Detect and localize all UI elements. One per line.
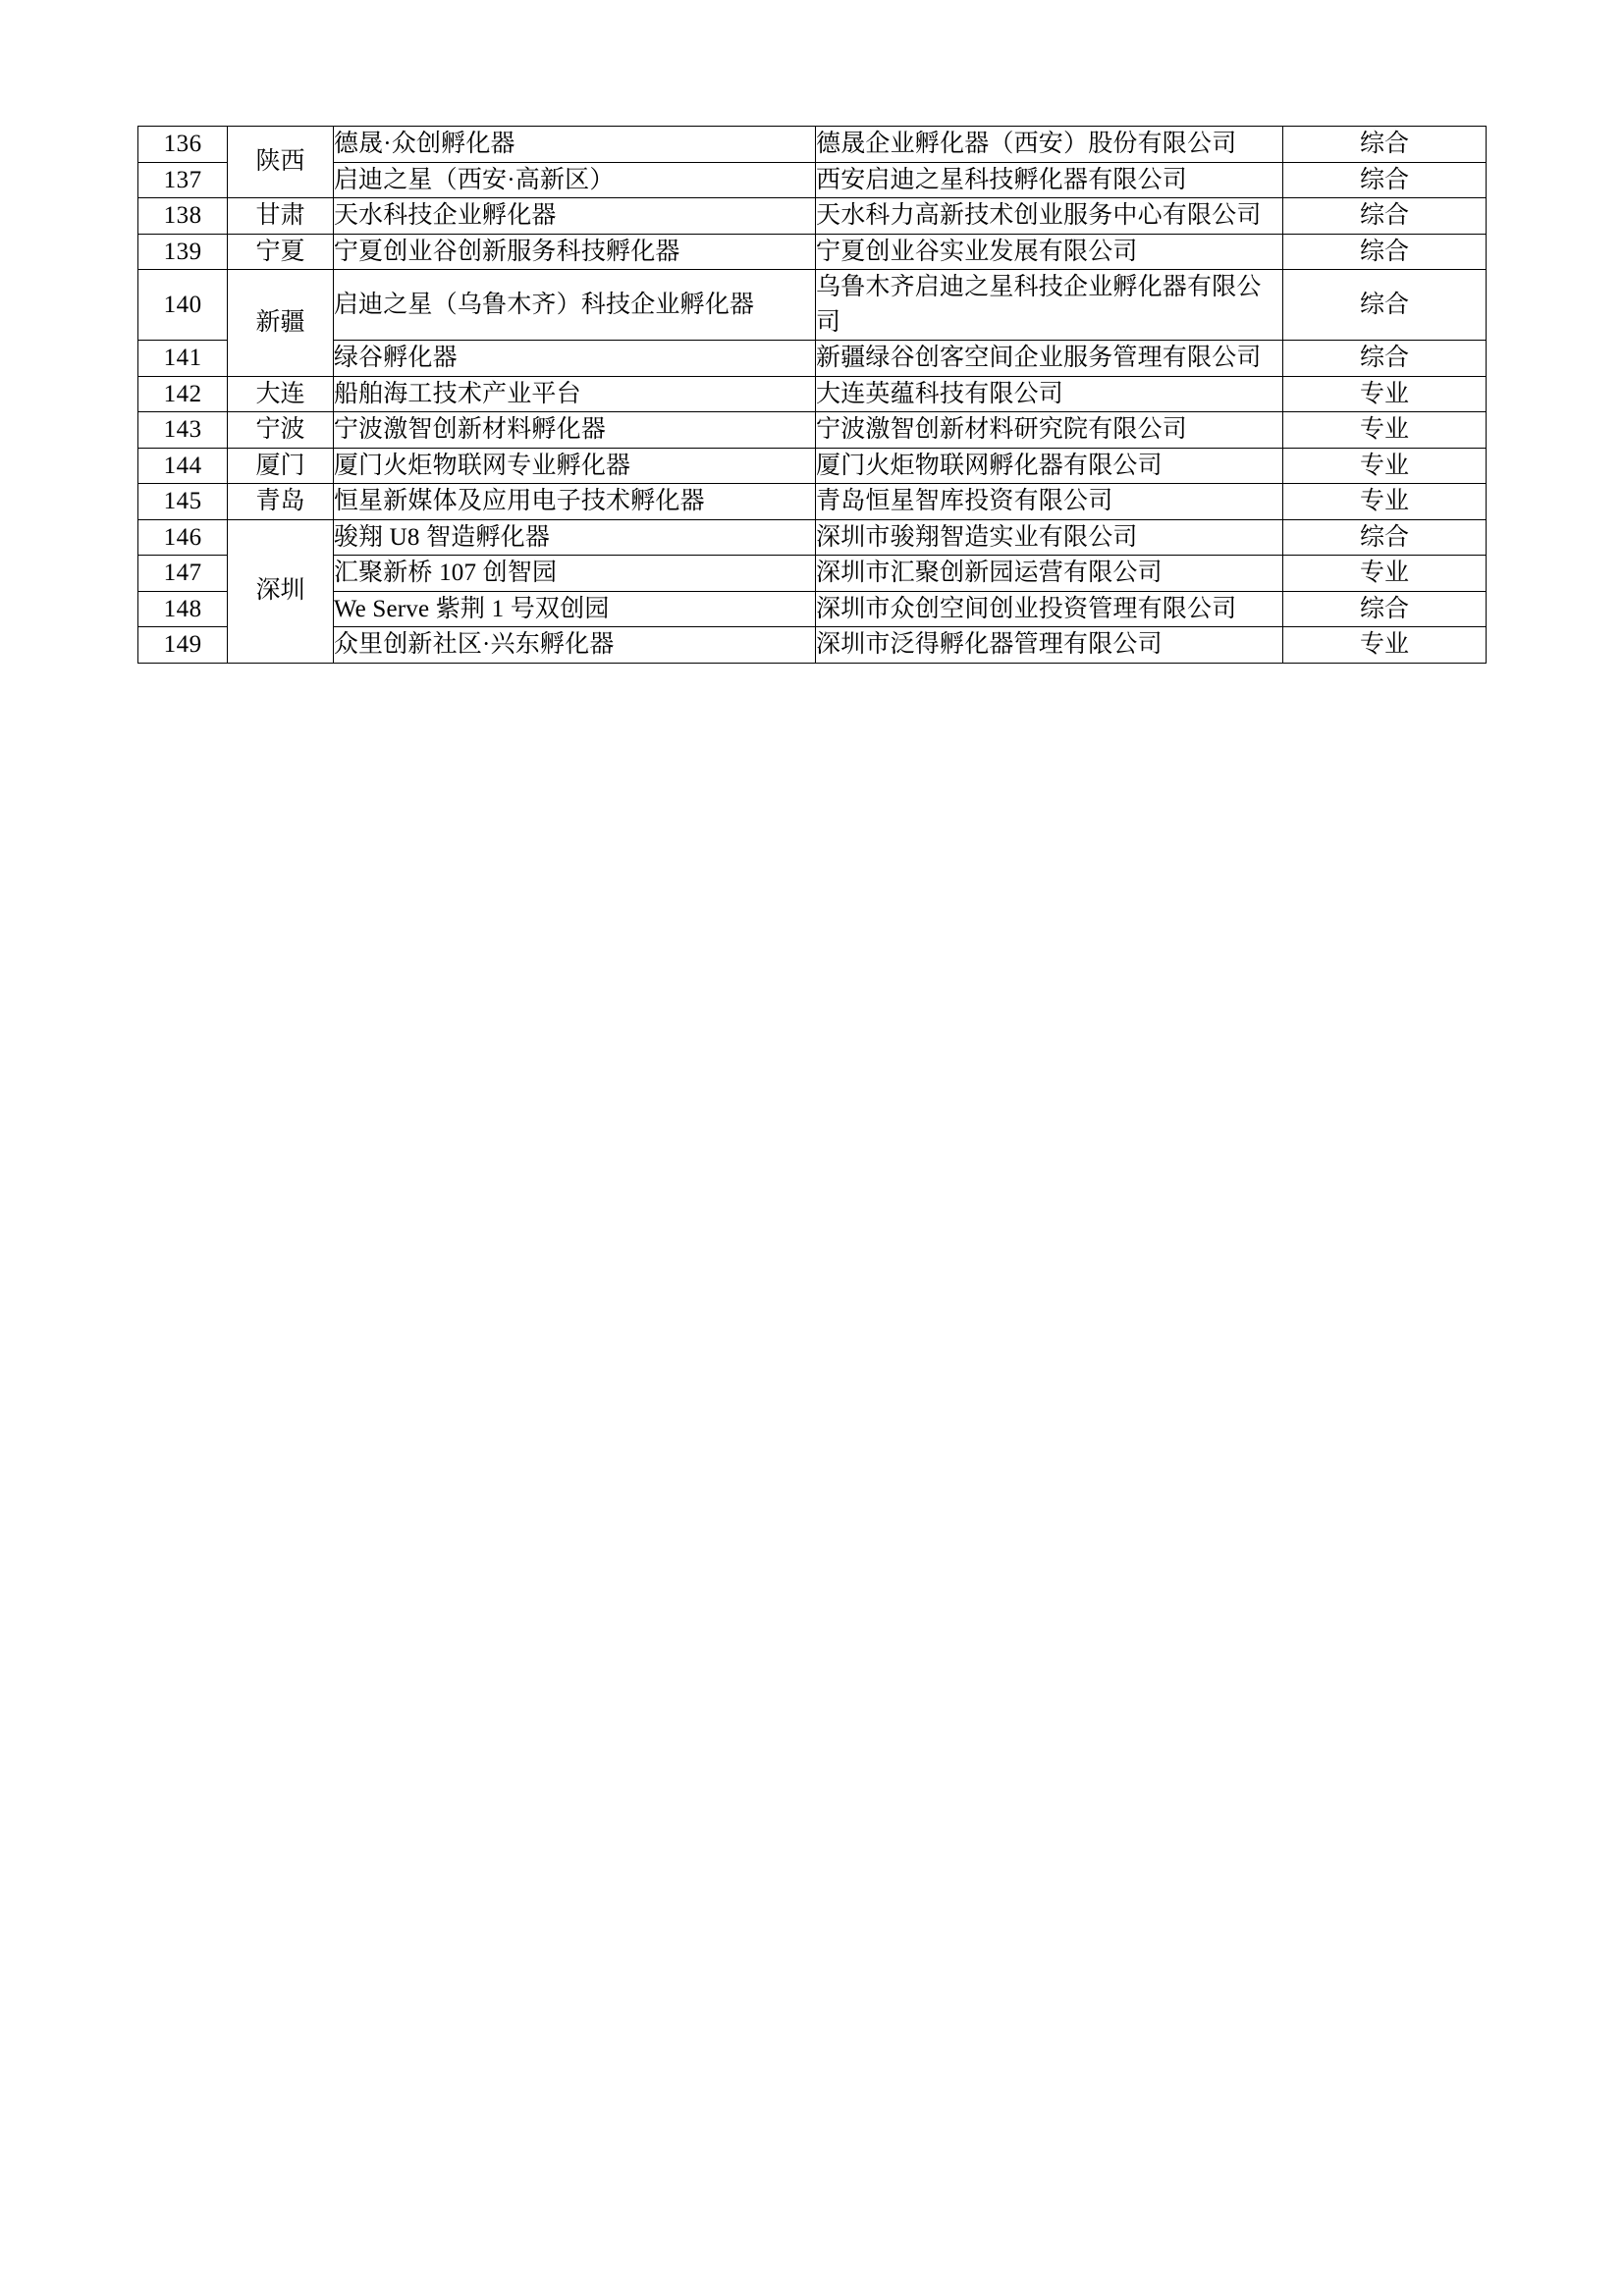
- row-number-cell: 149: [138, 627, 228, 664]
- incubator-name-cell: [333, 412, 815, 449]
- region-cell: 陕西: [228, 127, 334, 198]
- region-cell: 青岛: [228, 484, 334, 520]
- operating-organization-text: 乌鲁木齐启迪之星科技企业孵化器有限公司: [816, 274, 1262, 336]
- incubator-name-text: 宁夏创业谷创新服务科技孵化器: [333, 238, 680, 265]
- row-number-cell: 140: [138, 270, 228, 341]
- region-cell: 厦门: [228, 448, 334, 484]
- operating-organization-text: 大连英蕴科技有限公司: [816, 380, 1064, 407]
- incubator-name-cell: [333, 198, 815, 235]
- row-number-cell: 139: [138, 234, 228, 270]
- table-row: [138, 591, 1487, 627]
- incubator-name-text: 船舶海工技术产业平台: [333, 380, 581, 407]
- type-cell: 综合: [1282, 270, 1486, 341]
- type-cell: 综合: [1282, 591, 1486, 627]
- incubator-name-text: 天水科技企业孵化器: [333, 202, 557, 229]
- row-number-cell: 141: [138, 341, 228, 377]
- operating-organization-cell: [816, 484, 1283, 520]
- incubator-name-text: 汇聚新桥 107 创智园: [333, 560, 558, 586]
- operating-organization-cell: [816, 198, 1283, 235]
- operating-organization-text: 深圳市泛得孵化器管理有限公司: [816, 631, 1163, 658]
- incubator-name-text: 骏翔 U8 智造孵化器: [333, 523, 551, 551]
- table-row: [138, 198, 1487, 235]
- operating-organization-cell: [816, 376, 1283, 412]
- incubator-name-cell: [333, 591, 815, 627]
- row-number-cell: 136: [138, 127, 228, 163]
- operating-organization-text: 青岛恒星智库投资有限公司: [816, 488, 1113, 514]
- type-cell: 专业: [1282, 412, 1486, 449]
- type-cell: 综合: [1282, 198, 1486, 235]
- operating-organization-text: 深圳市骏翔智造实业有限公司: [816, 523, 1138, 551]
- type-cell: 综合: [1282, 127, 1486, 163]
- incubator-name-text: 德晟·众创孵化器: [333, 131, 515, 157]
- incubator-name-text: 恒星新媒体及应用电子技术孵化器: [333, 488, 705, 514]
- operating-organization-text: 宁夏创业谷实业发展有限公司: [816, 238, 1138, 265]
- type-cell: 专业: [1282, 484, 1486, 520]
- region-cell: 甘肃: [228, 198, 334, 235]
- incubator-name-text: 绿谷孵化器: [333, 345, 458, 371]
- type-cell: 综合: [1282, 234, 1486, 270]
- table-body: [138, 127, 1487, 664]
- operating-organization-text: 新疆绿谷创客空间企业服务管理有限公司: [816, 345, 1262, 371]
- operating-organization-text: 西安启迪之星科技孵化器有限公司: [816, 166, 1188, 193]
- operating-organization-cell: [816, 127, 1283, 163]
- row-number-cell: 144: [138, 448, 228, 484]
- row-number-cell: 137: [138, 162, 228, 198]
- operating-organization-cell: [816, 234, 1283, 270]
- operating-organization-text: 深圳市众创空间创业投资管理有限公司: [816, 595, 1237, 622]
- incubator-name-cell: [333, 270, 815, 341]
- table-row: [138, 448, 1487, 484]
- operating-organization-text: 德晟企业孵化器（西安）股份有限公司: [816, 131, 1237, 157]
- incubator-name-text: 厦门火炬物联网专业孵化器: [333, 452, 631, 479]
- type-cell: 专业: [1282, 448, 1486, 484]
- type-cell: 专业: [1282, 556, 1486, 592]
- operating-organization-text: 天水科力高新技术创业服务中心有限公司: [816, 202, 1262, 229]
- incubator-name-cell: [333, 341, 815, 377]
- table-row: [138, 484, 1487, 520]
- incubator-name-cell: [333, 627, 815, 664]
- incubator-name-text: 宁波激智创新材料孵化器: [333, 416, 607, 443]
- incubator-name-text: 启迪之星（乌鲁木齐）科技企业孵化器: [333, 291, 755, 318]
- row-number-cell: 145: [138, 484, 228, 520]
- type-cell: 综合: [1282, 341, 1486, 377]
- table-row: [138, 127, 1487, 163]
- operating-organization-cell: [816, 627, 1283, 664]
- region-cell: 大连: [228, 376, 334, 412]
- row-number-cell: 138: [138, 198, 228, 235]
- table-row: [138, 341, 1487, 377]
- operating-organization-cell: [816, 519, 1283, 556]
- incubator-name-cell: [333, 234, 815, 270]
- table-row: [138, 376, 1487, 412]
- operating-organization-cell: [816, 591, 1283, 627]
- region-cell: 宁夏: [228, 234, 334, 270]
- region-cell: 宁波: [228, 412, 334, 449]
- table-row: [138, 519, 1487, 556]
- operating-organization-cell: [816, 162, 1283, 198]
- operating-organization-text: 厦门火炬物联网孵化器有限公司: [816, 452, 1163, 479]
- row-number-cell: 148: [138, 591, 228, 627]
- table-row: [138, 270, 1487, 341]
- incubator-name-text: We Serve 紫荆 1 号双创园: [333, 595, 610, 622]
- table-row: [138, 556, 1487, 592]
- type-cell: 专业: [1282, 376, 1486, 412]
- operating-organization-text: 宁波激智创新材料研究院有限公司: [816, 416, 1188, 443]
- table-row: [138, 627, 1487, 664]
- incubator-name-text: 众里创新社区·兴东孵化器: [333, 631, 615, 658]
- region-cell: 深圳: [228, 519, 334, 663]
- incubator-name-cell: [333, 556, 815, 592]
- incubator-name-cell: [333, 448, 815, 484]
- table-row: [138, 234, 1487, 270]
- type-cell: 综合: [1282, 519, 1486, 556]
- type-cell: 综合: [1282, 162, 1486, 198]
- row-number-cell: 147: [138, 556, 228, 592]
- row-number-cell: 142: [138, 376, 228, 412]
- region-cell: 新疆: [228, 270, 334, 377]
- operating-organization-cell: [816, 270, 1283, 341]
- table-row: [138, 162, 1487, 198]
- incubator-name-cell: [333, 519, 815, 556]
- incubator-name-cell: [333, 484, 815, 520]
- operating-organization-text: 深圳市汇聚创新园运营有限公司: [816, 560, 1163, 586]
- table-row: [138, 412, 1487, 449]
- operating-organization-cell: [816, 412, 1283, 449]
- operating-organization-cell: [816, 556, 1283, 592]
- type-cell: 专业: [1282, 627, 1486, 664]
- incubator-name-cell: [333, 162, 815, 198]
- incubator-listing-table: [137, 126, 1487, 664]
- operating-organization-cell: [816, 448, 1283, 484]
- incubator-name-text: 启迪之星（西安·高新区）: [333, 166, 615, 193]
- row-number-cell: 146: [138, 519, 228, 556]
- operating-organization-cell: [816, 341, 1283, 377]
- incubator-name-cell: [333, 376, 815, 412]
- incubator-name-cell: [333, 127, 815, 163]
- row-number-cell: 143: [138, 412, 228, 449]
